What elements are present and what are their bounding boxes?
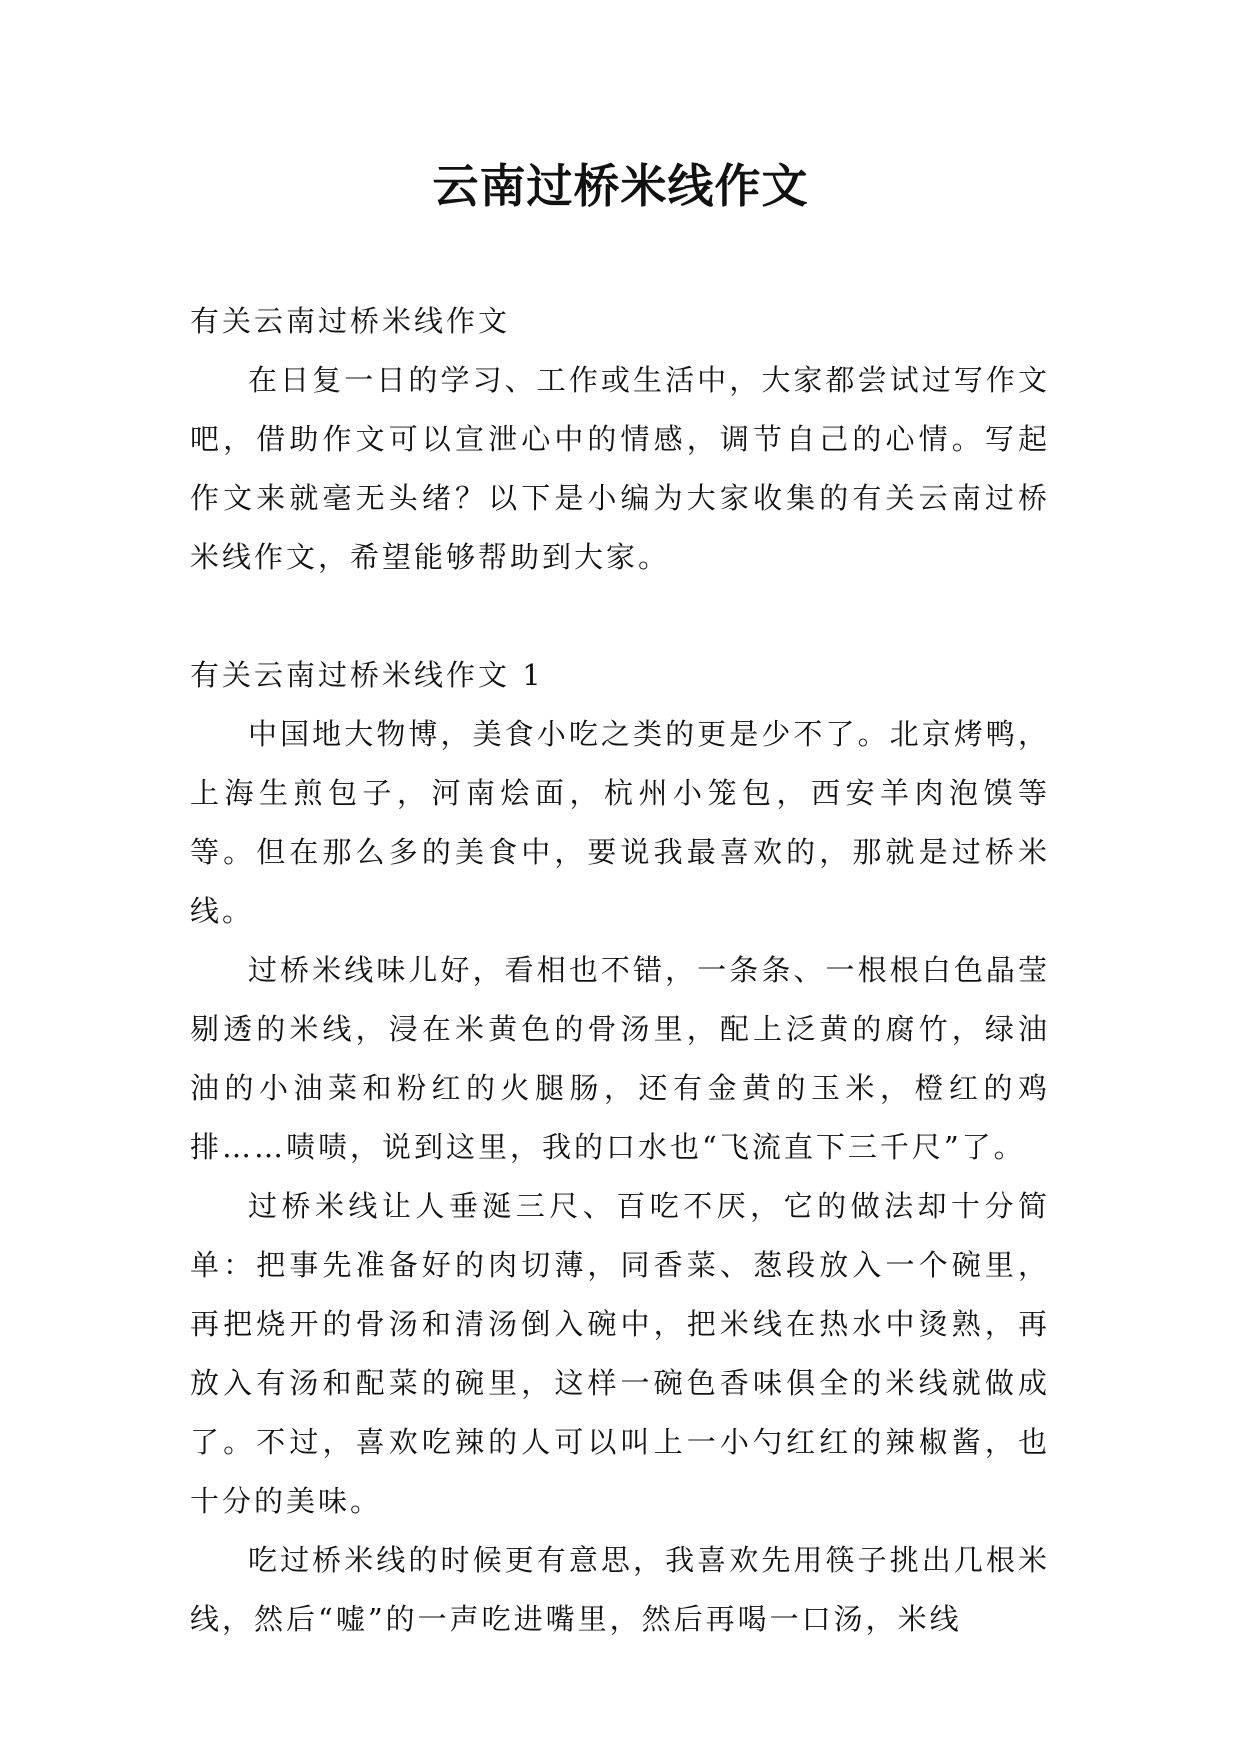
intro-heading: 有关云南过桥米线作文 [190,304,511,338]
section-heading: 有关云南过桥米线作文 1 [190,658,544,692]
body-paragraph-4: 吃过桥米线的时候更有意思，我喜欢先用筷子挑出几根米线，然后“嘘”的一声吃进嘴里，然后再喝一口汤，米线 [190,1543,1050,1636]
document-body [190,292,1050,1649]
body-paragraph-1: 中国地大物博，美食小吃之类的更是少不了。北京烤鸭，上海生煎包子，河南烩面，杭州小笼包，西安羊肉泡馍等等。但在那么多的美食中，要说我最喜欢的，那就是过桥米线。 [190,717,1050,928]
intro-paragraph: 在日复一日的学习、工作或生活中，大家都尝试过写作文吧，借助作文可以宣泄心中的情感，调节自己的心情。写起作文来就毫无头绪？以下是小编为大家收集的有关云南过桥米线作文，希望能够帮助到大家。 [190,363,1050,574]
section-spacer [190,587,1050,646]
body-paragraph-2: 过桥米线味儿好，看相也不错，一条条、一根根白色晶莹剔透的米线，浸在米黄色的骨汤里，配上泛黄的腐竹，绿油油的小油菜和粉红的火腿肠，还有金黄的玉米，橙红的鸡排……啧啧，说到这里，我的口水也“飞流直下三千尺”了。 [190,953,1050,1164]
document-title: 云南过桥米线作文 [432,159,809,213]
body-paragraph-3: 过桥米线让人垂涎三尺、百吃不厌，它的做法却十分简单：把事先准备好的肉切薄，同香菜、葱段放入一个碗里，再把烧开的骨汤和清汤倒入碗中，把米线在热水中烫熟，再放入有汤和配菜的碗里，这样一碗色香味俱全的米线就做成了。不过，喜欢吃辣的人可以叫上一小勺红红的辣椒酱，也十分的美味。 [190,1189,1050,1518]
